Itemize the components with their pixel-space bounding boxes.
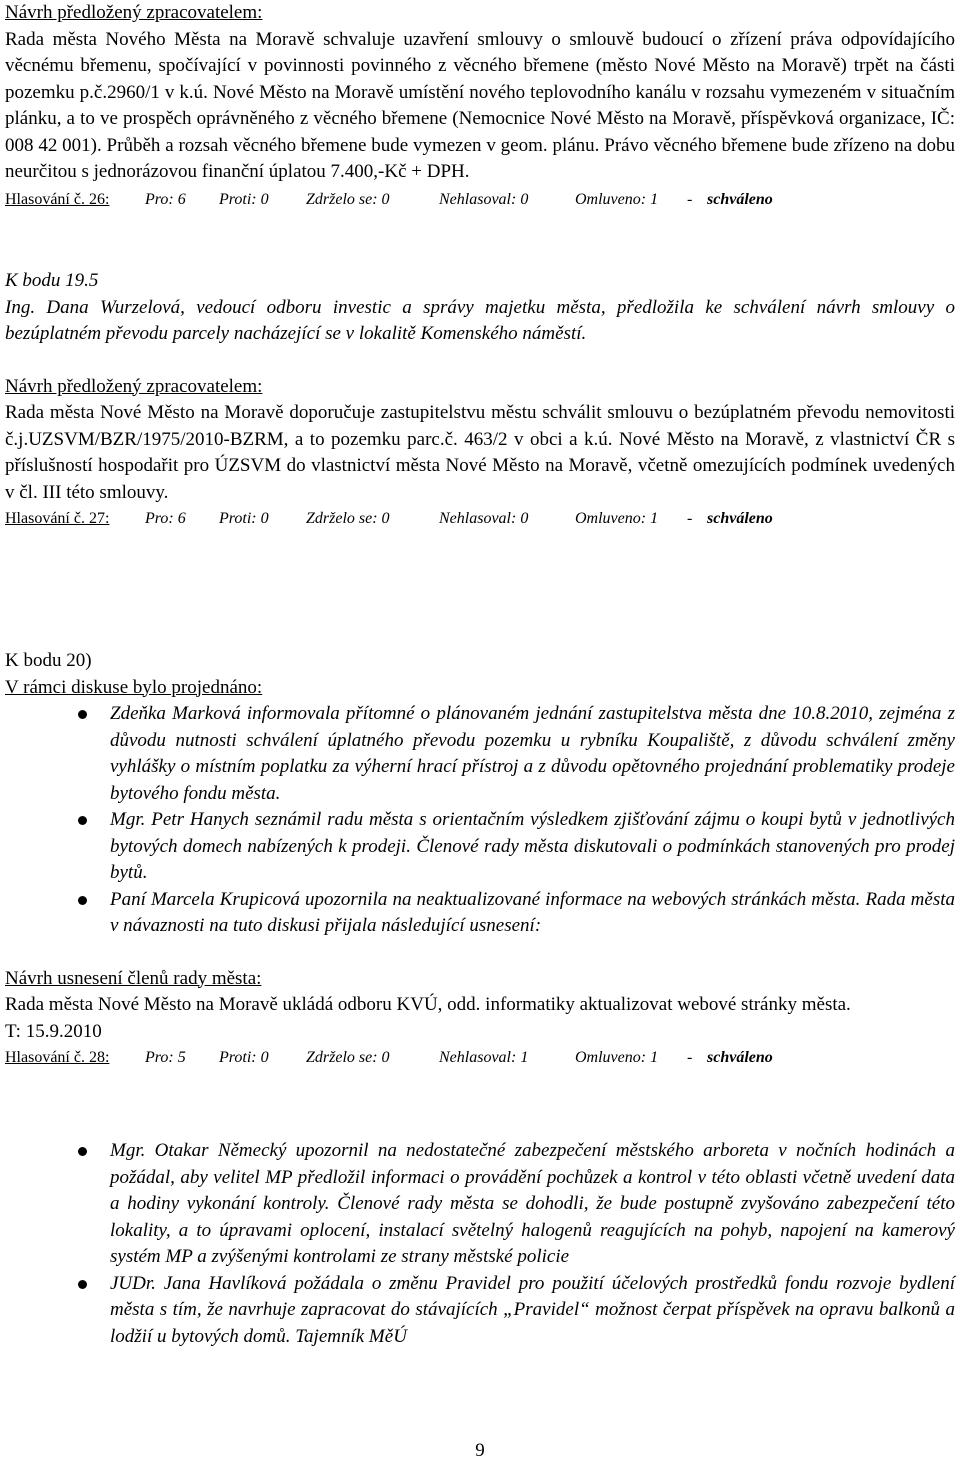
- vote-line: Hlasování č. 26: Pro: 6 Proti: 0 Zdrželo se: 0 Nehlasoval: 0 Omluveno: 1 - schváleno: [5, 187, 955, 214]
- deadline: T: 15.9.2010: [5, 1020, 102, 1042]
- proposal-text: Rada města Nového Města na Moravě schvaluje uzavření smlouvy o smlouvě budoucí o zřízení práva odpovídajícího věcnému břemenu, spočívající v povinnosti povinného z věcného břemene (město Nové Město na Moravě) trpět na části pozemku p.č.2960/1 v k.ú. Nové Město na Moravě umístění nového teplovodního kanálu v rozsahu vymezeném v situačním plánku, a to ve prospěch oprávněného z věcného břemene (Nemocnice Nové Město na Moravě, příspěvková organizace, IČ: 008 42 001). Průběh a rozsah věcného břemene bude vymezen v geom. plánu. Právo věcného břemene bude zřízeno na dobu neurčitou s jednorázovou finanční úplatou 7.400,-Kč + DPH.: [5, 28, 955, 182]
- vote-result: schváleno: [707, 1049, 773, 1066]
- list-item: Zdeňka Marková informovala přítomné o plánovaném jednání zastupitelstva města dne 10.8.2010, zejména z důvodu nutnosti schválení úplatného převodu pozemku u rybníku Koupaliště, z důvodu schválení změny vyhlášky o místním poplatku za výherní hrací přístroj a z důvodu opětovného projednání problematiky prodeje bytového fondu města.: [5, 701, 955, 807]
- bullet-icon: [78, 1280, 87, 1289]
- bullet-icon: [78, 710, 87, 719]
- vote-line: Hlasování č. 27: Pro: 6 Proti: 0 Zdrželo se: 0 Nehlasoval: 0 Omluveno: 1 - schváleno: [5, 506, 955, 533]
- section-c: [5, 648, 955, 1072]
- list-item: Paní Marcela Krupicová upozornila na neaktualizované informace na webových stránkách města. Rada města v návaznosti na tuto diskusi přijala následující usnesení:: [5, 887, 955, 940]
- section-d: [5, 1138, 955, 1350]
- page-number: 9: [475, 1440, 485, 1461]
- vote-result: schváleno: [707, 510, 773, 527]
- discussion-list: [5, 1138, 955, 1350]
- section-title: K bodu 20): [5, 650, 92, 671]
- vote-result: schváleno: [707, 190, 773, 208]
- section-subtitle: V rámci diskuse bylo projednáno:: [5, 676, 263, 698]
- section-b: [5, 268, 955, 533]
- section-title: K bodu 19.5: [5, 270, 99, 291]
- resolution-heading: Návrh usnesení členů rady města:: [5, 967, 262, 989]
- list-item: JUDr. Jana Havlíková požádala o změnu Pravidel pro použití účelových prostředků fondu rozvoje bydlení města s tím, že navrhuje zapracovat do stávajících „Pravidel“ možnost čerpat příspěvek na opravu balkonů a lodžií u bytových domů. Tajemník MěÚ: [5, 1271, 955, 1351]
- proposal-heading: Návrh předložený zpracovatelem:: [5, 375, 263, 397]
- list-item: Mgr. Petr Hanych seznámil radu města s orientačním výsledkem zjišťování zájmu o koupi bytů v jednotlivých bytových domech nabízených k prodeji. Členové rady města diskutovali o podmínkách stanovených pro prodej bytů.: [5, 807, 955, 887]
- proposal-text: Rada města Nové Město na Moravě doporučuje zastupitelstvu městu schválit smlouvu o bezúplatném převodu nemovitosti č.j.UZSVM/BZR/1975/2010-BZRM, a to pozemku parc.č. 463/2 v obci a k.ú. Nové Město na Moravě, z vlastnictví ČR s příslušností hospodařit pro ÚZSVM do vlastnictví města Nové Město na Moravě, včetně omezujících podmínek uvedených v čl. III této smlouvy.: [5, 402, 955, 503]
- bullet-icon: [78, 816, 87, 825]
- resolution-text: Rada města Nové Město na Moravě ukládá odboru KVÚ, odd. informatiky aktualizovat webové stránky města.: [5, 994, 851, 1015]
- bullet-icon: [78, 896, 87, 905]
- discussion-list: [5, 701, 955, 940]
- list-item: Mgr. Otakar Německý upozornil na nedostatečné zabezpečení městského arboreta v nočních hodinách a požádal, aby velitel MP předložil informaci o provádění pochůzek a kontrol v této oblasti včetně uvedení data a hodiny vykonání kontroly. Členové rady města se dohodli, že bude postupně zvyšováno zabezpečení této lokality, a to úpravami oplocení, instalací světelný halogenů reagujících na pohyb, napojení na kamerový systém MP a zvýšenými kontrolami ze strany městské policie: [5, 1138, 955, 1271]
- section-a: [5, 0, 955, 213]
- vote-line: Hlasování č. 28: Pro: 5 Proti: 0 Zdrželo se: 0 Nehlasoval: 1 Omluveno: 1 - schváleno: [5, 1045, 955, 1072]
- bullet-icon: [78, 1147, 87, 1156]
- proposal-heading: Návrh předložený zpracovatelem:: [5, 2, 263, 23]
- section-intro: Ing. Dana Wurzelová, vedoucí odboru investic a správy majetku města, předložila ke schválení návrh smlouvy o bezúplatném převodu parcely nacházející se v lokalitě Komenského náměstí.: [5, 296, 955, 344]
